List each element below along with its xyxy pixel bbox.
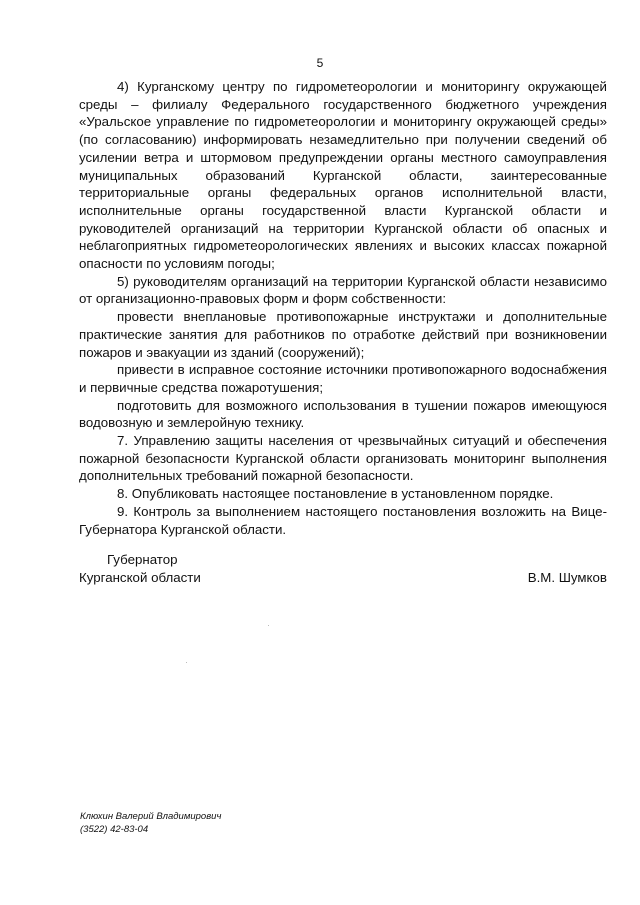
signature-block	[79, 551, 607, 587]
scan-speck	[186, 662, 187, 663]
paragraph-item-8: 8. Опубликовать настоящее постановление в установленном порядке.	[117, 486, 554, 502]
signatory-title	[79, 551, 607, 587]
signatory-region: Курганской области	[79, 570, 201, 585]
signatory-name: В.М. Шумков	[527, 570, 607, 585]
executor-name: Клюхин Валерий Владимирович	[80, 811, 222, 822]
page-number: 5	[316, 56, 324, 70]
document-body	[79, 78, 607, 538]
executor-footer	[80, 810, 221, 836]
paragraph-item-7: 7. Управлению защиты населения от чрезвычайных ситуаций и обеспечения пожарной безопасности Курганской области организовать мониторинг выполнения дополнительных требований пожарной безопасности.	[79, 433, 607, 484]
paragraph-water-supply: привести в исправное состояние источники противопожарного водоснабжения и первичные средства пожаротушения;	[79, 362, 607, 395]
paragraph-equipment: подготовить для возможного использования в тушении пожаров имеющуюся водовозную и землеройную технику.	[79, 397, 607, 431]
scan-speck	[268, 625, 269, 626]
executor-phone: (3522) 42-83-04	[80, 824, 149, 835]
signatory-position: Губернатор	[107, 552, 178, 567]
paragraph-item-9: 9. Контроль за выполнением настоящего постановления возложить на Вице-Губернатора Курганской области.	[79, 503, 607, 537]
paragraph-item-5: 5) руководителям организаций на территории Курганской области независимо от организационно-правовых форм и форм собственности:	[79, 273, 607, 307]
paragraph-item-4: 4) Курганскому центру по гидрометеорологии и мониторингу окружающей среды – филиалу Федерального государственного бюджетного учреждения «Уральское управление по гидрометеорологии и мониторингу окружающей среды» (по согласованию) информировать незамедлительно при получении сведений об усилении ветра и штормовом предупреждении органы местного самоуправления муниципальных образований Курганской области, заинтересованные территориальные органы федеральных органов исполнительной власти, исполнительные органы государственной власти Курганской области и руководителей организаций на территории Курганской области об опасных и неблагоприятных гидрометеорологических явлениях и высоких классах пожарной опасности по условиям погоды;	[79, 79, 607, 272]
paragraph-briefings: провести внеплановые противопожарные инструктажи и дополнительные практические занятия для работников по отработке действий при возникновении пожаров и эвакуации из зданий (сооружений);	[79, 309, 607, 360]
